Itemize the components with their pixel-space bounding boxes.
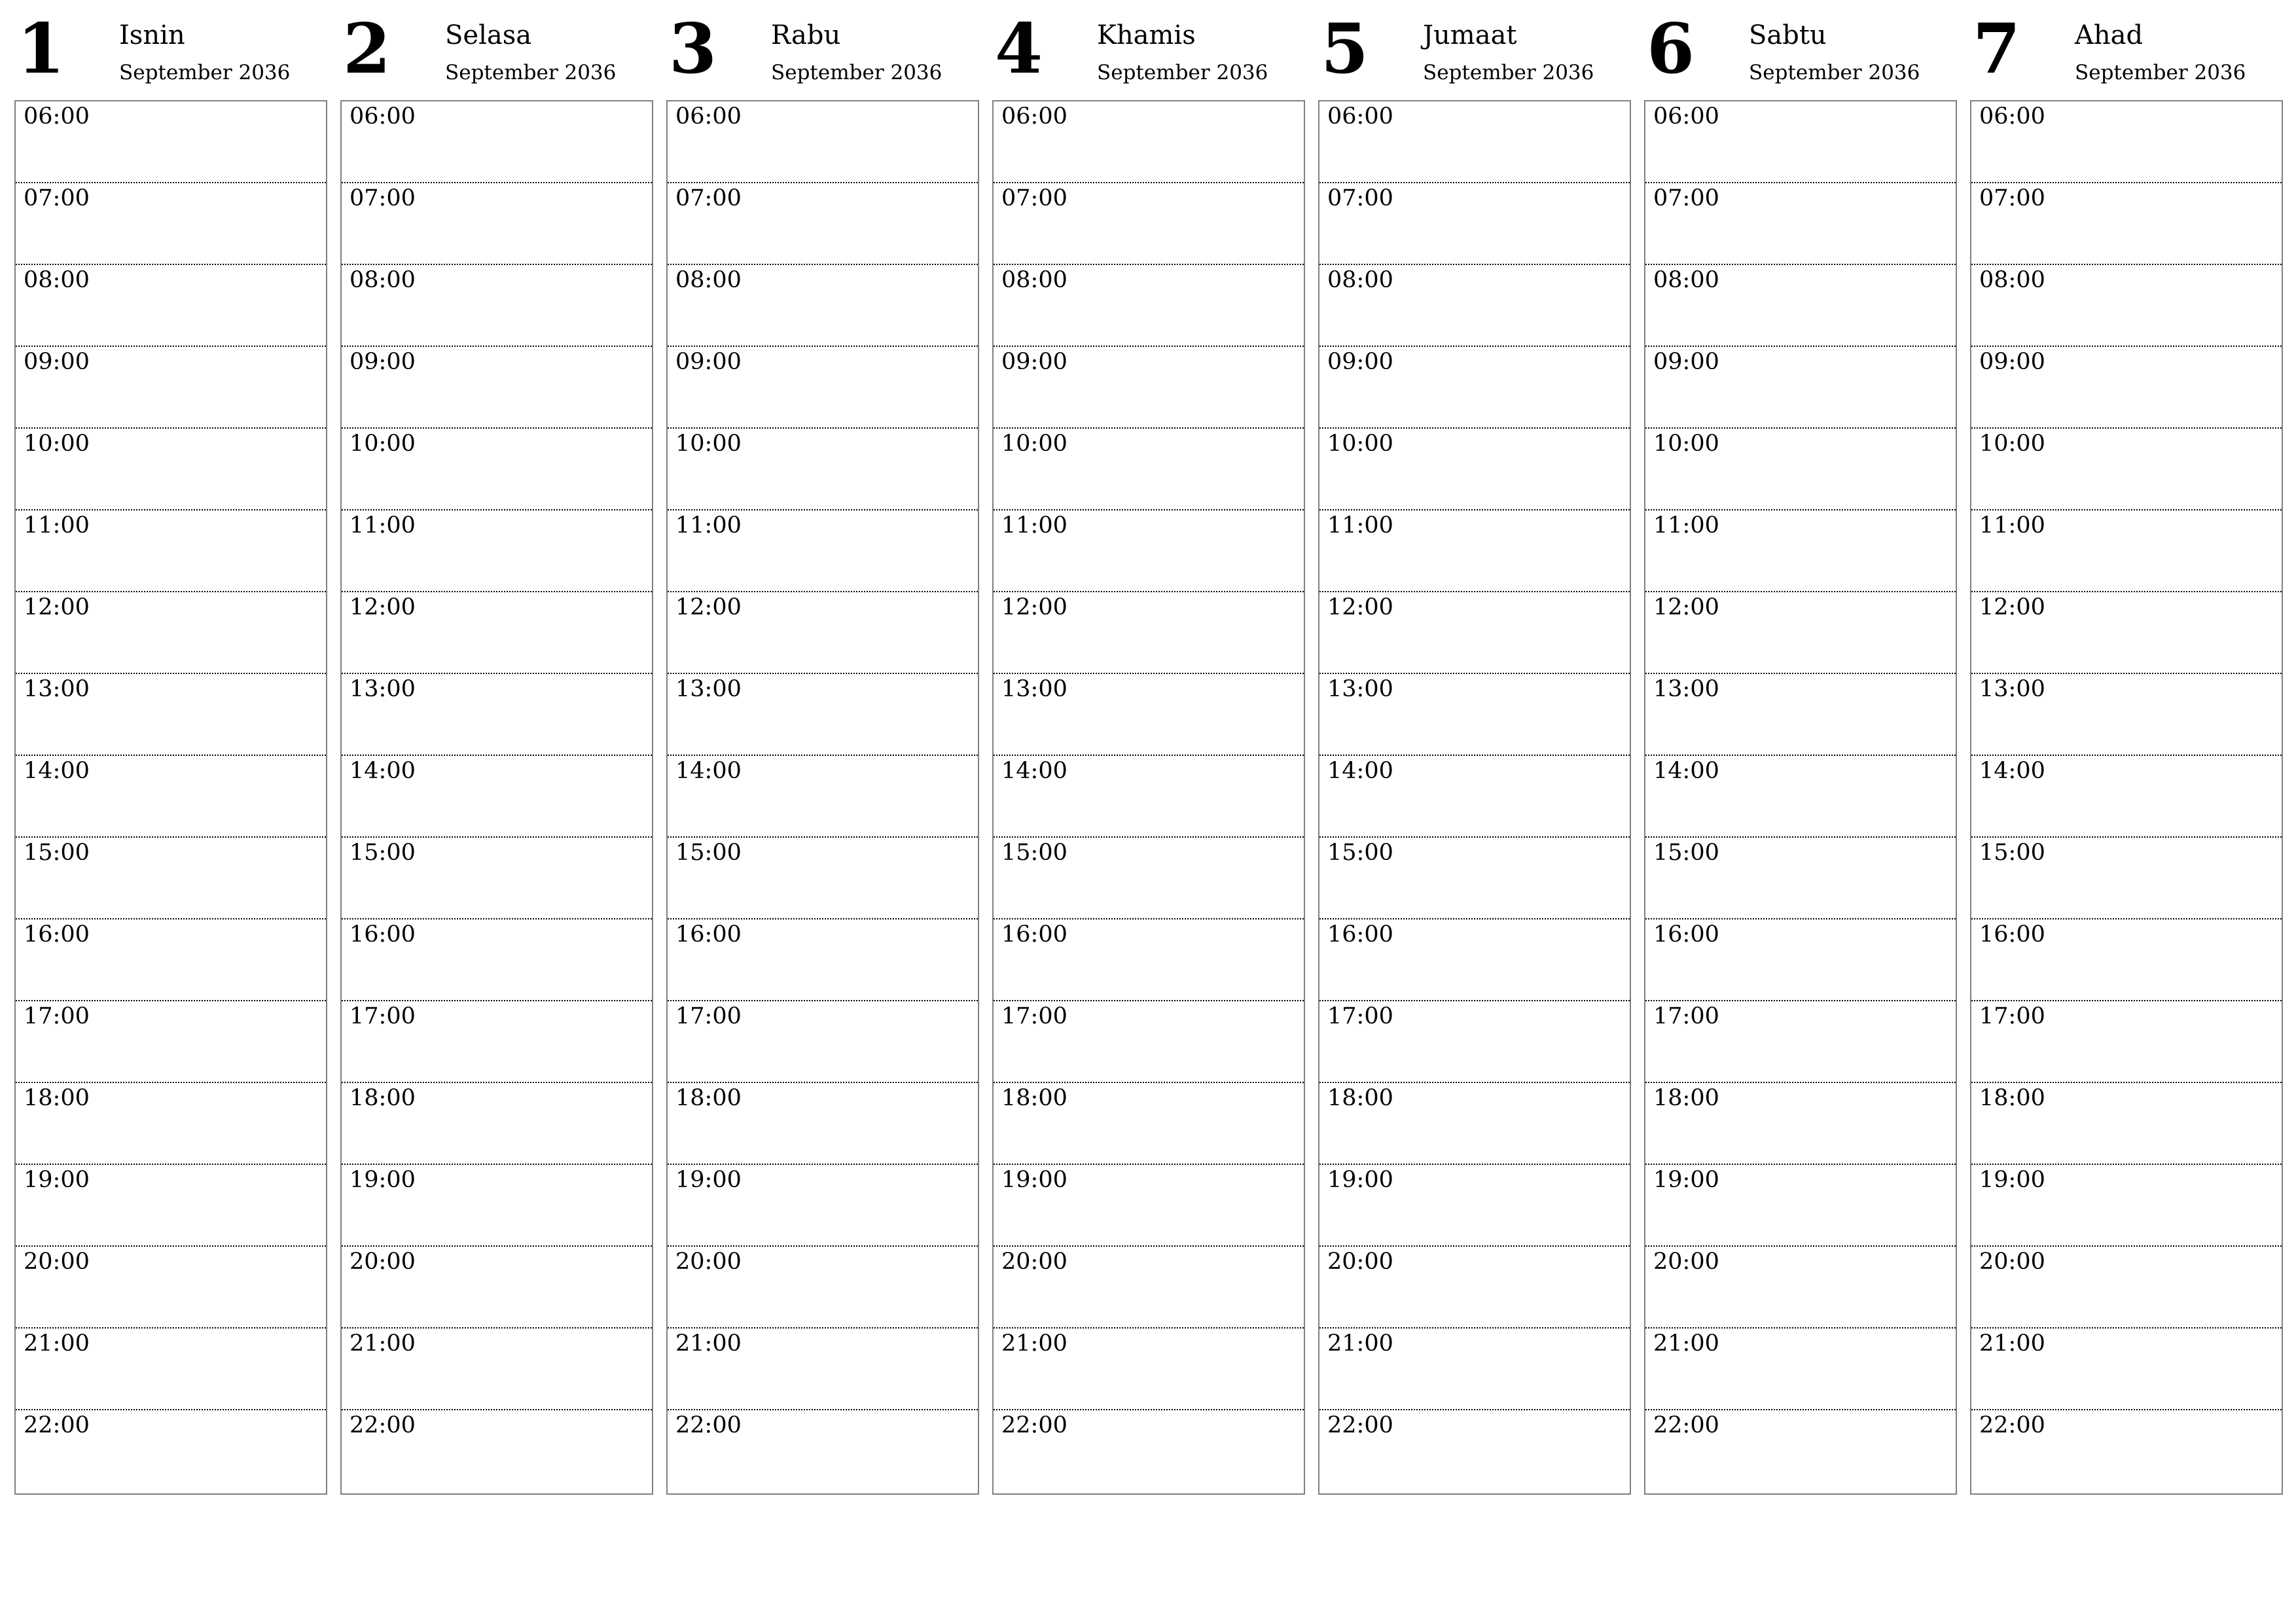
- day-schedule-box: [992, 100, 1305, 1495]
- hour-slot[interactable]: [668, 1165, 978, 1247]
- hour-label: 14:00: [1653, 758, 1719, 784]
- hour-slot[interactable]: [668, 1247, 978, 1329]
- hour-label: 12:00: [1979, 594, 2045, 620]
- hour-slot[interactable]: [1319, 1247, 1630, 1329]
- hour-label: 16:00: [675, 921, 742, 948]
- hour-label: 18:00: [1001, 1085, 1067, 1111]
- hour-slot[interactable]: [16, 592, 326, 674]
- day-column: [666, 0, 979, 1438]
- hour-label: 16:00: [1327, 921, 1393, 948]
- day-header: [1318, 0, 1631, 100]
- hour-slot[interactable]: [1319, 838, 1630, 919]
- day-schedule-box: [1970, 100, 2283, 1495]
- day-header: [992, 0, 1305, 100]
- hour-label: 14:00: [675, 758, 742, 784]
- day-month: September 2036: [119, 61, 291, 84]
- hour-slot[interactable]: [994, 1410, 1304, 1492]
- hour-label: 19:00: [1979, 1167, 2045, 1193]
- hour-slot[interactable]: [1971, 183, 2282, 265]
- hour-slot[interactable]: [668, 592, 978, 674]
- hour-label: 17:00: [1001, 1003, 1067, 1029]
- hour-label: 16:00: [1979, 921, 2045, 948]
- hour-label: 13:00: [350, 676, 416, 702]
- hour-label: 22:00: [1001, 1412, 1067, 1438]
- hour-slot[interactable]: [1319, 183, 1630, 265]
- day-month: September 2036: [1097, 61, 1268, 84]
- hour-slot[interactable]: [1645, 1410, 1956, 1492]
- hour-label: 06:00: [24, 103, 90, 130]
- hour-slot[interactable]: [1645, 183, 1956, 265]
- hour-slot[interactable]: [1645, 1329, 1956, 1410]
- hour-label: 20:00: [1653, 1249, 1719, 1275]
- hour-label: 06:00: [1327, 103, 1393, 130]
- hour-slot[interactable]: [1645, 674, 1956, 756]
- day-name: Rabu: [771, 20, 841, 50]
- hour-label: 08:00: [1327, 267, 1393, 293]
- hour-label: 20:00: [350, 1249, 416, 1275]
- hour-label: 11:00: [1979, 512, 2045, 539]
- hour-slot[interactable]: [1971, 1083, 2282, 1165]
- hour-slot[interactable]: [342, 510, 652, 592]
- hour-slot[interactable]: [668, 756, 978, 838]
- hour-slot[interactable]: [668, 101, 978, 183]
- hour-label: 20:00: [675, 1249, 742, 1275]
- hour-slot[interactable]: [994, 183, 1304, 265]
- hour-slot[interactable]: [16, 1329, 326, 1410]
- hour-label: 22:00: [1327, 1412, 1393, 1438]
- hour-label: 10:00: [1653, 431, 1719, 457]
- hour-slot[interactable]: [342, 756, 652, 838]
- hour-slot[interactable]: [342, 1083, 652, 1165]
- hour-label: 16:00: [1653, 921, 1719, 948]
- hour-label: 17:00: [350, 1003, 416, 1029]
- hour-label: 10:00: [24, 431, 90, 457]
- hour-label: 06:00: [1001, 103, 1067, 130]
- hour-slot[interactable]: [994, 674, 1304, 756]
- hour-label: 22:00: [1653, 1412, 1719, 1438]
- hour-label: 06:00: [1653, 103, 1719, 130]
- hour-slot[interactable]: [16, 919, 326, 1001]
- hour-label: 15:00: [24, 840, 90, 866]
- hour-slot[interactable]: [994, 347, 1304, 429]
- day-name: Ahad: [2075, 20, 2144, 50]
- hour-label: 13:00: [675, 676, 742, 702]
- hour-label: 18:00: [675, 1085, 742, 1111]
- day-name: Isnin: [119, 20, 185, 50]
- hour-slot[interactable]: [1319, 756, 1630, 838]
- hour-label: 09:00: [350, 349, 416, 375]
- hour-label: 06:00: [675, 103, 742, 130]
- hour-label: 09:00: [1653, 349, 1719, 375]
- hour-slot[interactable]: [1971, 101, 2282, 183]
- hour-slot[interactable]: [16, 1165, 326, 1247]
- hour-label: 09:00: [675, 349, 742, 375]
- day-header: [666, 0, 979, 100]
- hour-slot[interactable]: [1645, 347, 1956, 429]
- hour-label: 12:00: [1327, 594, 1393, 620]
- day-number: 2: [343, 8, 391, 89]
- hour-slot[interactable]: [994, 1247, 1304, 1329]
- hour-label: 11:00: [675, 512, 742, 539]
- hour-slot[interactable]: [668, 265, 978, 347]
- hour-label: 19:00: [1327, 1167, 1393, 1193]
- hour-slot[interactable]: [1971, 1329, 2282, 1410]
- hour-label: 18:00: [24, 1085, 90, 1111]
- hour-slot[interactable]: [1971, 756, 2282, 838]
- hour-label: 20:00: [24, 1249, 90, 1275]
- hour-slot[interactable]: [1645, 592, 1956, 674]
- hour-slot[interactable]: [994, 510, 1304, 592]
- hour-label: 13:00: [24, 676, 90, 702]
- hour-slot[interactable]: [994, 1001, 1304, 1083]
- hour-label: 21:00: [675, 1330, 742, 1357]
- day-column: [340, 0, 653, 1438]
- hour-label: 15:00: [1001, 840, 1067, 866]
- day-column: [1644, 0, 1957, 1438]
- day-header: [1970, 0, 2283, 100]
- hour-slot[interactable]: [16, 674, 326, 756]
- hour-label: 12:00: [675, 594, 742, 620]
- hour-slot[interactable]: [1971, 510, 2282, 592]
- hour-slot[interactable]: [1319, 1083, 1630, 1165]
- hour-label: 07:00: [675, 185, 742, 211]
- day-column: [1318, 0, 1631, 1438]
- hour-label: 17:00: [1327, 1003, 1393, 1029]
- day-number: 6: [1647, 8, 1695, 89]
- hour-slot[interactable]: [668, 919, 978, 1001]
- day-schedule-box: [340, 100, 653, 1495]
- hour-label: 10:00: [1001, 431, 1067, 457]
- hour-slot[interactable]: [342, 1001, 652, 1083]
- hour-slot[interactable]: [342, 183, 652, 265]
- hour-slot[interactable]: [668, 183, 978, 265]
- hour-label: 21:00: [350, 1330, 416, 1357]
- hour-label: 18:00: [350, 1085, 416, 1111]
- hour-label: 10:00: [350, 431, 416, 457]
- hour-label: 13:00: [1001, 676, 1067, 702]
- hour-label: 08:00: [1653, 267, 1719, 293]
- hour-label: 08:00: [24, 267, 90, 293]
- hour-slot[interactable]: [668, 838, 978, 919]
- hour-slot[interactable]: [668, 1083, 978, 1165]
- hour-slot[interactable]: [1971, 1165, 2282, 1247]
- hour-label: 13:00: [1979, 676, 2045, 702]
- hour-slot[interactable]: [668, 347, 978, 429]
- hour-slot[interactable]: [1319, 1165, 1630, 1247]
- hour-label: 07:00: [24, 185, 90, 211]
- hour-slot[interactable]: [1319, 1410, 1630, 1492]
- hour-slot[interactable]: [16, 1410, 326, 1492]
- hour-slot[interactable]: [16, 265, 326, 347]
- hour-slot[interactable]: [994, 101, 1304, 183]
- hour-slot[interactable]: [342, 674, 652, 756]
- hour-slot[interactable]: [16, 510, 326, 592]
- hour-slot[interactable]: [342, 1410, 652, 1492]
- hour-slot[interactable]: [1319, 592, 1630, 674]
- hour-label: 09:00: [1979, 349, 2045, 375]
- hour-label: 19:00: [24, 1167, 90, 1193]
- hour-slot[interactable]: [16, 1001, 326, 1083]
- hour-label: 12:00: [1001, 594, 1067, 620]
- hour-label: 07:00: [350, 185, 416, 211]
- hour-slot[interactable]: [1319, 1001, 1630, 1083]
- hour-slot[interactable]: [1319, 347, 1630, 429]
- hour-label: 09:00: [1327, 349, 1393, 375]
- hour-slot[interactable]: [1971, 429, 2282, 510]
- hour-label: 15:00: [1653, 840, 1719, 866]
- hour-slot[interactable]: [668, 1410, 978, 1492]
- hour-slot[interactable]: [994, 592, 1304, 674]
- hour-label: 21:00: [1327, 1330, 1393, 1357]
- hour-slot[interactable]: [994, 1083, 1304, 1165]
- day-column: [1970, 0, 2283, 1438]
- hour-slot[interactable]: [1319, 919, 1630, 1001]
- hour-slot[interactable]: [668, 674, 978, 756]
- hour-slot[interactable]: [1971, 1001, 2282, 1083]
- hour-label: 08:00: [675, 267, 742, 293]
- hour-slot[interactable]: [994, 265, 1304, 347]
- hour-label: 12:00: [1653, 594, 1719, 620]
- hour-label: 16:00: [24, 921, 90, 948]
- day-schedule-box: [666, 100, 979, 1495]
- hour-label: 15:00: [675, 840, 742, 866]
- hour-label: 22:00: [1979, 1412, 2045, 1438]
- hour-slot[interactable]: [1645, 265, 1956, 347]
- hour-label: 14:00: [1327, 758, 1393, 784]
- hour-label: 14:00: [1001, 758, 1067, 784]
- hour-slot[interactable]: [342, 265, 652, 347]
- hour-slot[interactable]: [342, 592, 652, 674]
- hour-slot[interactable]: [1971, 347, 2282, 429]
- hour-label: 19:00: [675, 1167, 742, 1193]
- hour-label: 19:00: [350, 1167, 416, 1193]
- hour-slot[interactable]: [342, 919, 652, 1001]
- day-number: 4: [995, 8, 1043, 89]
- hour-slot[interactable]: [668, 1329, 978, 1410]
- hour-slot[interactable]: [1319, 265, 1630, 347]
- hour-slot[interactable]: [1971, 838, 2282, 919]
- hour-label: 19:00: [1001, 1167, 1067, 1193]
- hour-label: 07:00: [1979, 185, 2045, 211]
- day-month: September 2036: [445, 61, 617, 84]
- day-number: 7: [1973, 8, 2021, 89]
- hour-slot[interactable]: [1971, 919, 2282, 1001]
- hour-slot[interactable]: [668, 510, 978, 592]
- hour-label: 10:00: [675, 431, 742, 457]
- hour-slot[interactable]: [16, 1247, 326, 1329]
- hour-label: 08:00: [1979, 267, 2045, 293]
- hour-slot[interactable]: [994, 838, 1304, 919]
- hour-label: 13:00: [1327, 676, 1393, 702]
- hour-slot[interactable]: [16, 429, 326, 510]
- hour-slot[interactable]: [342, 101, 652, 183]
- hour-label: 16:00: [1001, 921, 1067, 948]
- hour-slot[interactable]: [1645, 1247, 1956, 1329]
- hour-slot[interactable]: [342, 838, 652, 919]
- hour-slot[interactable]: [1645, 1165, 1956, 1247]
- hour-slot[interactable]: [1971, 1247, 2282, 1329]
- day-schedule-box: [14, 100, 327, 1495]
- hour-slot[interactable]: [1645, 756, 1956, 838]
- hour-slot[interactable]: [342, 1165, 652, 1247]
- day-number: 3: [669, 8, 717, 89]
- day-header: [1644, 0, 1957, 100]
- hour-slot[interactable]: [16, 183, 326, 265]
- hour-label: 10:00: [1327, 431, 1393, 457]
- day-name: Sabtu: [1749, 20, 1827, 50]
- hour-label: 08:00: [1001, 267, 1067, 293]
- hour-label: 11:00: [350, 512, 416, 539]
- hour-slot[interactable]: [342, 429, 652, 510]
- hour-slot[interactable]: [994, 1329, 1304, 1410]
- day-header: [340, 0, 653, 100]
- hour-label: 15:00: [1327, 840, 1393, 866]
- day-schedule-box: [1644, 100, 1957, 1495]
- hour-label: 12:00: [350, 594, 416, 620]
- hour-slot[interactable]: [1645, 101, 1956, 183]
- day-month: September 2036: [2075, 61, 2246, 84]
- hour-label: 08:00: [350, 267, 416, 293]
- day-month: September 2036: [1749, 61, 1920, 84]
- hour-slot[interactable]: [1645, 510, 1956, 592]
- hour-label: 19:00: [1653, 1167, 1719, 1193]
- day-name: Khamis: [1097, 20, 1196, 50]
- hour-slot[interactable]: [1645, 1083, 1956, 1165]
- hour-label: 11:00: [24, 512, 90, 539]
- hour-slot[interactable]: [1971, 674, 2282, 756]
- hour-slot[interactable]: [16, 1083, 326, 1165]
- hour-label: 15:00: [350, 840, 416, 866]
- day-number: 1: [17, 8, 65, 89]
- hour-label: 14:00: [350, 758, 416, 784]
- hour-slot[interactable]: [342, 1329, 652, 1410]
- hour-label: 09:00: [1001, 349, 1067, 375]
- hour-label: 12:00: [24, 594, 90, 620]
- day-name: Selasa: [445, 20, 532, 50]
- hour-slot[interactable]: [1645, 1001, 1956, 1083]
- hour-label: 16:00: [350, 921, 416, 948]
- hour-label: 17:00: [1979, 1003, 2045, 1029]
- hour-label: 21:00: [24, 1330, 90, 1357]
- hour-label: 21:00: [1653, 1330, 1719, 1357]
- day-column: [992, 0, 1305, 1438]
- hour-slot[interactable]: [342, 1247, 652, 1329]
- hour-slot[interactable]: [668, 1001, 978, 1083]
- hour-slot[interactable]: [1319, 674, 1630, 756]
- hour-slot[interactable]: [1319, 429, 1630, 510]
- hour-slot[interactable]: [1645, 429, 1956, 510]
- hour-slot[interactable]: [16, 838, 326, 919]
- hour-slot[interactable]: [1971, 1410, 2282, 1492]
- hour-label: 06:00: [1979, 103, 2045, 130]
- hour-label: 17:00: [675, 1003, 742, 1029]
- day-header: [14, 0, 327, 100]
- hour-label: 21:00: [1001, 1330, 1067, 1357]
- hour-slot[interactable]: [1319, 1329, 1630, 1410]
- day-name: Jumaat: [1423, 20, 1517, 50]
- hour-slot[interactable]: [1319, 101, 1630, 183]
- hour-slot[interactable]: [16, 347, 326, 429]
- hour-label: 18:00: [1979, 1085, 2045, 1111]
- day-month: September 2036: [1423, 61, 1594, 84]
- hour-slot[interactable]: [342, 347, 652, 429]
- hour-slot[interactable]: [994, 1165, 1304, 1247]
- hour-label: 18:00: [1327, 1085, 1393, 1111]
- hour-label: 11:00: [1001, 512, 1067, 539]
- hour-label: 15:00: [1979, 840, 2045, 866]
- hour-label: 11:00: [1327, 512, 1393, 539]
- hour-label: 14:00: [24, 758, 90, 784]
- hour-label: 22:00: [24, 1412, 90, 1438]
- hour-label: 10:00: [1979, 431, 2045, 457]
- day-column: [14, 0, 327, 1438]
- hour-label: 17:00: [24, 1003, 90, 1029]
- hour-label: 07:00: [1327, 185, 1393, 211]
- hour-label: 20:00: [1979, 1249, 2045, 1275]
- hour-slot[interactable]: [994, 756, 1304, 838]
- hour-label: 18:00: [1653, 1085, 1719, 1111]
- hour-slot[interactable]: [1971, 592, 2282, 674]
- hour-label: 07:00: [1001, 185, 1067, 211]
- hour-label: 11:00: [1653, 512, 1719, 539]
- hour-slot[interactable]: [1319, 510, 1630, 592]
- hour-slot[interactable]: [994, 429, 1304, 510]
- day-schedule-box: [1318, 100, 1631, 1495]
- hour-label: 20:00: [1001, 1249, 1067, 1275]
- hour-slot[interactable]: [16, 756, 326, 838]
- hour-label: 17:00: [1653, 1003, 1719, 1029]
- hour-label: 06:00: [350, 103, 416, 130]
- day-month: September 2036: [771, 61, 942, 84]
- hour-slot[interactable]: [16, 101, 326, 183]
- hour-slot[interactable]: [994, 919, 1304, 1001]
- hour-label: 14:00: [1979, 758, 2045, 784]
- hour-label: 20:00: [1327, 1249, 1393, 1275]
- hour-label: 21:00: [1979, 1330, 2045, 1357]
- hour-label: 22:00: [350, 1412, 416, 1438]
- hour-slot[interactable]: [1971, 265, 2282, 347]
- hour-slot[interactable]: [1645, 919, 1956, 1001]
- hour-slot[interactable]: [1645, 838, 1956, 919]
- hour-label: 13:00: [1653, 676, 1719, 702]
- hour-slot[interactable]: [668, 429, 978, 510]
- day-number: 5: [1321, 8, 1369, 89]
- hour-label: 22:00: [675, 1412, 742, 1438]
- hour-label: 07:00: [1653, 185, 1719, 211]
- hour-label: 09:00: [24, 349, 90, 375]
